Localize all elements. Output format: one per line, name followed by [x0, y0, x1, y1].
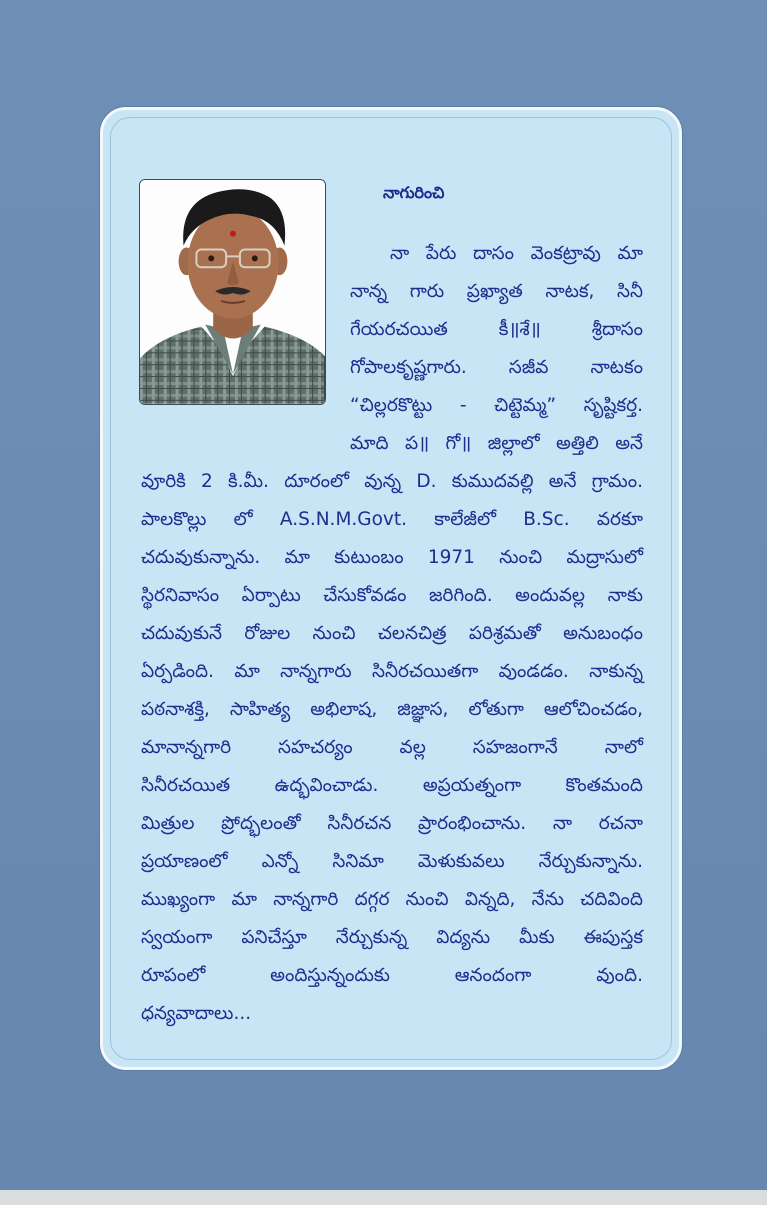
bio-line-closing: ధన్యవాదాలు...: [141, 1003, 252, 1024]
author-photo: [139, 179, 326, 405]
bio-line: వూరికి 2 కి.మీ. దూరంలో వున్న D. కుముదవల్లి అనే గ్రామం.: [141, 471, 643, 492]
bio-line: “చిల్లరకొట్టు - చిట్టెమ్మ” సృష్టికర్త.: [350, 395, 643, 416]
bio-line: స్థిరనివాసం ఏర్పాటు చేసుకోవడం జరిగింది. అందువల్ల నాకు: [141, 585, 643, 606]
section-heading: నాగురించి: [383, 183, 445, 202]
bio-line: ఏర్పడింది. మా నాన్నగారు సినీరచయితగా వుండడం. నాకున్న: [141, 661, 643, 682]
bio-line: ముఖ్యంగా మా నాన్నగారి దగ్గర నుంచి విన్నది, నేను చదివింది: [141, 889, 643, 910]
bio-line: నా పేరు దాసం వెంకట్రావు మా: [390, 243, 643, 264]
bio-line: గేయరచయిత కీ॥శే॥ శ్రీదాసం: [350, 319, 643, 340]
bio-line: స్వయంగా పనిచేస్తూ నేర్చుకున్న విద్యను మీకు ఈపుస్తక: [141, 927, 643, 948]
bio-line: పాలకొల్లు లో A.S.N.M.Govt. కాలేజీలో B.Sc. వరకూ: [141, 509, 643, 530]
bio-line: చదువుకున్నాను. మా కుటుంబం 1971 నుంచి మద్రాసులో: [141, 547, 643, 568]
bio-line: రూపంలో అందిస్తున్నందుకు ఆనందంగా వుంది.: [141, 965, 643, 986]
bio-line: నాన్న గారు ప్రఖ్యాత నాటక, సినీ: [350, 281, 643, 302]
bio-line: సినీరచయిత ఉద్భవించాడు. అప్రయత్నంగా కొంతమంది: [141, 775, 643, 796]
bio-line: మిత్రుల ప్రోద్భలంతో సినీరచన ప్రారంభించాను. నా రచనా: [141, 813, 643, 834]
bio-line: గోపాలకృష్ణగారు. సజీవ నాటకం: [350, 357, 643, 378]
bio-line: మానాన్నగారి సహచర్యం వల్ల సహజంగానే నాలో: [141, 737, 643, 758]
author-portrait-illustration: [140, 180, 325, 404]
bio-line: పఠనాశక్తి, సాహిత్య అభిలాష, జిజ్ఞాస, లోతుగా ఆలోచించడం,: [141, 699, 643, 720]
bio-line: చదువుకునే రోజుల నుంచి చలనచిత్ర పరిశ్రమతో అనుబంధం: [141, 623, 643, 644]
bio-line: మాది ప॥ గో॥ జిల్లాలో అత్తిలి అనే: [350, 433, 643, 454]
cover-bottom-edge: [0, 1190, 767, 1205]
bio-line: ప్రయాణంలో ఎన్నో సినిమా మెళుకువలు నేర్చుకున్నాను.: [141, 851, 643, 872]
